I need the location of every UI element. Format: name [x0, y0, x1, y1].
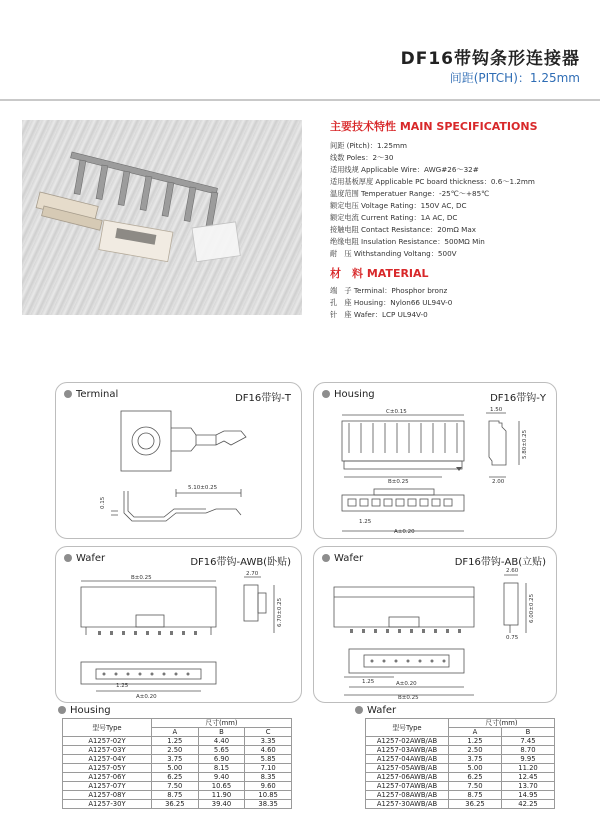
table-cell: 6.90	[198, 755, 245, 764]
wafer-awb-panel	[55, 546, 302, 703]
table-cell: 6.25	[449, 773, 502, 782]
spec-line: 接触电阻 Contact Resistance：20mΩ Max	[330, 225, 476, 234]
table-cell: 6.25	[152, 773, 199, 782]
table-cell: 3.35	[245, 737, 292, 746]
table-row	[366, 755, 555, 764]
housing-table-title: Housing	[70, 705, 111, 716]
housing-model: DF16带钩-Y	[490, 393, 546, 404]
table-cell: A1257-02Y	[63, 737, 152, 746]
table-cell: A1257-04AWB/AB	[366, 755, 449, 764]
product-photo	[22, 120, 302, 315]
spec-line: 线数 Poles：2～30	[330, 153, 394, 162]
table-row	[366, 764, 555, 773]
table-cell: 5.00	[152, 764, 199, 773]
housing-dim-b: B±0.25	[388, 479, 409, 485]
material-heading: 材 料 MATERIAL	[330, 267, 429, 280]
table-cell: 3.75	[449, 755, 502, 764]
table-cell: 11.20	[502, 764, 555, 773]
table-cell: 9.60	[245, 782, 292, 791]
spec-line: 绝缘电阻 Insulation Resistance：500MΩ Min	[330, 237, 485, 246]
page-subtitle: 间距(PITCH)：1.25mm	[449, 71, 580, 85]
table-row	[63, 719, 292, 728]
table-cell: 4.60	[245, 746, 292, 755]
wafer-ab-dim-h: 6.00±0.25	[529, 593, 535, 623]
table-cell: 2.50	[449, 746, 502, 755]
table-cell: 12.45	[502, 773, 555, 782]
wafer-awb-drawing	[56, 547, 301, 702]
table-cell: 7.45	[502, 737, 555, 746]
table-subheader: A	[449, 728, 502, 737]
spec-line: 额定电流 Current Rating：1A AC, DC	[330, 213, 458, 222]
spec-line: 间距 (Pitch)：1.25mm	[330, 141, 407, 150]
table-row	[366, 746, 555, 755]
table-cell: A1257-05Y	[63, 764, 152, 773]
terminal-panel	[55, 382, 302, 539]
table-row	[366, 773, 555, 782]
spec-line: 适用基板厚度 Applicable PC board thickness：0.6～1.2mm	[330, 177, 535, 186]
bullet-icon	[355, 706, 363, 714]
table-row	[366, 737, 555, 746]
wafer-awb-dim-h: 6.70±0.25	[277, 597, 283, 627]
housing-dim-d: 2.00	[492, 479, 505, 485]
bullet-icon	[58, 706, 66, 714]
product-photo-drawing	[22, 120, 302, 315]
table-header-type: 型号Type	[63, 719, 152, 737]
table-cell: 7.50	[449, 782, 502, 791]
housing-dim-c: C±0.15	[386, 409, 407, 415]
table-cell: A1257-30AWB/AB	[366, 800, 449, 809]
wafer-awb-dim-pitch: 1.25	[116, 683, 129, 689]
terminal-dim-a: 5.10±0.25	[188, 485, 218, 491]
table-cell: A1257-08Y	[63, 791, 152, 800]
table-cell: 9.40	[198, 773, 245, 782]
table-cell: 5.00	[449, 764, 502, 773]
table-cell: 39.40	[198, 800, 245, 809]
table-cell: 7.10	[245, 764, 292, 773]
housing-label: Housing	[334, 389, 375, 400]
table-row	[63, 755, 292, 764]
table-cell: 38.35	[245, 800, 292, 809]
table-cell: 14.95	[502, 791, 555, 800]
wafer-table-heading	[355, 705, 396, 716]
wafer-ab-dim-pitch: 1.25	[362, 679, 375, 685]
spec-line: 耐 压 Withstanding Voltang：500V	[330, 249, 457, 258]
table-cell: 8.75	[152, 791, 199, 800]
wafer-ab-panel	[313, 546, 557, 703]
wafer-ab-label: Wafer	[334, 553, 364, 564]
material-line: 针 座 Wafer：LCP UL94V-0	[330, 310, 428, 319]
housing-dim-w: 1.50	[490, 407, 503, 413]
table-cell: 2.50	[152, 746, 199, 755]
table-subheader: A	[152, 728, 199, 737]
table-cell: A1257-03AWB/AB	[366, 746, 449, 755]
table-row	[63, 764, 292, 773]
table-cell: 4.40	[198, 737, 245, 746]
wafer-awb-dim-a: A±0.20	[136, 694, 157, 700]
table-cell: A1257-03Y	[63, 746, 152, 755]
table-cell: 13.70	[502, 782, 555, 791]
table-cell: 1.25	[449, 737, 502, 746]
wafer-table-title: Wafer	[367, 705, 397, 716]
table-cell: 42.25	[502, 800, 555, 809]
terminal-model: DF16带钩-T	[235, 393, 291, 404]
table-cell: A1257-04Y	[63, 755, 152, 764]
table-cell: 8.75	[449, 791, 502, 800]
table-header-dims: 尺寸(mm)	[449, 719, 555, 728]
table-row	[63, 800, 292, 809]
wafer-awb-label: Wafer	[76, 553, 106, 564]
table-cell: 10.85	[245, 791, 292, 800]
table-row	[63, 773, 292, 782]
wafer-ab-drawing	[314, 547, 556, 702]
terminal-dim-b: 0.15	[100, 496, 106, 509]
terminal-drawing	[56, 383, 301, 538]
table-cell: A1257-08AWB/AB	[366, 791, 449, 800]
table-header-dims: 尺寸(mm)	[152, 719, 292, 728]
table-row	[366, 800, 555, 809]
material-line: 孔 座 Housing：Nylon66 UL94V-0	[330, 298, 453, 307]
table-row	[366, 782, 555, 791]
table-cell: 36.25	[449, 800, 502, 809]
table-row	[366, 791, 555, 800]
table-cell: A1257-07Y	[63, 782, 152, 791]
wafer-ab-model: DF16带钩-AB(立贴)	[454, 557, 546, 568]
table-cell: 9.95	[502, 755, 555, 764]
table-row	[63, 782, 292, 791]
table-cell: 10.65	[198, 782, 245, 791]
header-divider	[0, 99, 600, 101]
housing-dim-a: A±0.20	[394, 529, 415, 535]
spec-line: 额定电压 Voltage Rating：150V AC, DC	[330, 201, 467, 210]
table-cell: 3.75	[152, 755, 199, 764]
table-cell: 5.85	[245, 755, 292, 764]
table-cell: 11.90	[198, 791, 245, 800]
wafer-ab-dim-w: 2.60	[506, 568, 519, 574]
housing-dim-pitch: 1.25	[359, 519, 372, 525]
table-cell: A1257-06AWB/AB	[366, 773, 449, 782]
table-cell: A1257-02AWB/AB	[366, 737, 449, 746]
wafer-ab-dim-t: 0.75	[506, 635, 519, 641]
wafer-awb-dim-b: B±0.25	[131, 575, 152, 581]
table-cell: A1257-05AWB/AB	[366, 764, 449, 773]
table-cell: 8.70	[502, 746, 555, 755]
table-subheader: B	[198, 728, 245, 737]
specs-heading: 主要技术特性 MAIN SPECIFICATIONS	[330, 120, 538, 133]
table-cell: 1.25	[152, 737, 199, 746]
wafer-table	[365, 718, 555, 809]
table-row	[63, 737, 292, 746]
page-title: DF16带钩条形连接器	[400, 49, 580, 69]
table-subheader: B	[502, 728, 555, 737]
wafer-awb-model: DF16带钩-AWB(卧贴)	[190, 557, 291, 568]
table-cell: 5.65	[198, 746, 245, 755]
wafer-awb-dim-w: 2.70	[246, 571, 259, 577]
table-cell: A1257-07AWB/AB	[366, 782, 449, 791]
wafer-ab-dim-b: B±0.25	[398, 695, 419, 701]
spec-line: 温度范围 Temperatuer Range：-25℃～+85℃	[330, 189, 490, 198]
housing-table-heading	[58, 705, 111, 716]
table-cell: 36.25	[152, 800, 199, 809]
housing-table	[62, 718, 292, 809]
table-header-type: 型号Type	[366, 719, 449, 737]
spec-line: 适用线规 Applicable Wire：AWG#26～32#	[330, 165, 479, 174]
table-cell: A1257-06Y	[63, 773, 152, 782]
table-row	[63, 791, 292, 800]
table-cell: 8.35	[245, 773, 292, 782]
table-row	[63, 746, 292, 755]
wafer-ab-dim-a: A±0.20	[396, 681, 417, 687]
housing-panel	[313, 382, 557, 539]
table-cell: 8.15	[198, 764, 245, 773]
housing-dim-h: 5.80±0.25	[522, 429, 528, 459]
table-cell: A1257-30Y	[63, 800, 152, 809]
table-cell: 7.50	[152, 782, 199, 791]
table-subheader: C	[245, 728, 292, 737]
housing-drawing	[314, 383, 556, 538]
table-row	[366, 719, 555, 728]
terminal-label: Terminal	[76, 389, 119, 400]
material-line: 端 子 Terminal：Phosphor bronz	[330, 286, 448, 295]
